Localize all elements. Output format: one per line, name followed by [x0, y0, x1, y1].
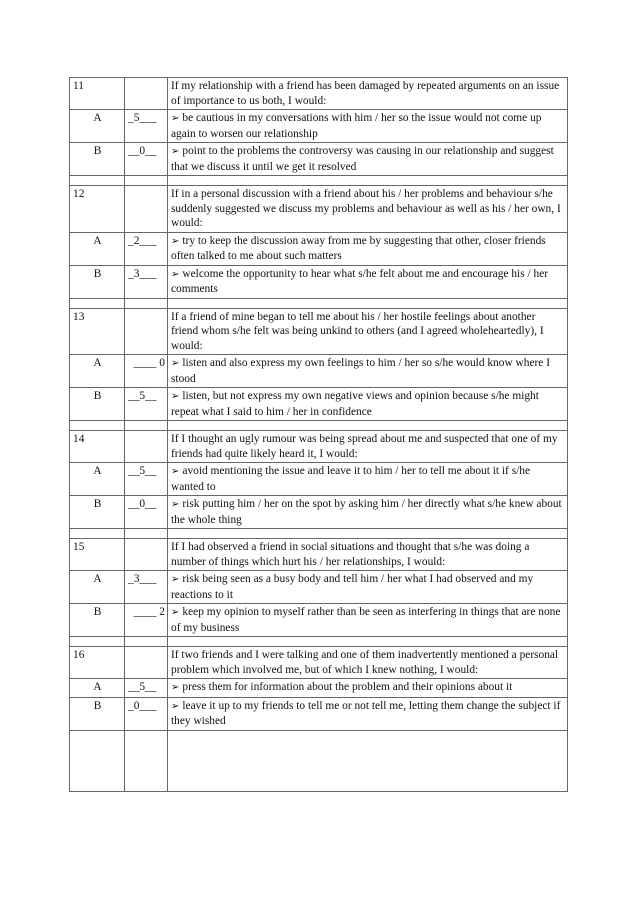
arrowhead-bullet-icon: ➢: [171, 391, 180, 402]
score-field[interactable]: ____ 2: [125, 604, 168, 637]
option-text: point to the problems the controversy was causing in our relationship and suggest that we discuss it until we get it resolved: [171, 145, 554, 173]
empty-cell: [125, 539, 168, 571]
option-text-cell: [168, 355, 568, 388]
option-text-cell: [168, 571, 568, 604]
option-row-b: [70, 143, 568, 176]
option-label: A: [70, 463, 125, 496]
option-label: B: [70, 697, 125, 730]
question-prompt: If I thought an ugly rumour was being spread about me and suspected that one of my friends had quite likely heard it, I would:: [168, 431, 568, 463]
empty-cell: [125, 78, 168, 110]
option-row-b: [70, 265, 568, 298]
option-label: A: [70, 355, 125, 388]
question-number: 11: [70, 78, 125, 110]
option-row-b: [70, 388, 568, 421]
option-label: B: [70, 496, 125, 529]
option-text: be cautious in my conversations with him / her so the issue would not come up again to worsen our relationship: [171, 112, 542, 140]
empty-cell: [125, 647, 168, 679]
score-field[interactable]: __5__: [125, 679, 168, 698]
arrowhead-bullet-icon: ➢: [171, 574, 180, 585]
empty-cell: [125, 186, 168, 233]
question-prompt: If I had observed a friend in social situations and thought that s/he was doing a number of things which hurt his / her relationships, I would:: [168, 539, 568, 571]
arrowhead-bullet-icon: ➢: [171, 146, 180, 157]
option-label: B: [70, 143, 125, 176]
option-text: keep my opinion to myself rather than be seen as interfering in things that are none of my business: [171, 606, 561, 634]
option-text: welcome the opportunity to hear what s/he felt about me and encourage his / her comments: [171, 267, 549, 295]
score-field[interactable]: _2___: [125, 232, 168, 265]
option-label: B: [70, 604, 125, 637]
empty-cell: [125, 308, 168, 355]
option-text-cell: [168, 463, 568, 496]
option-text: risk being seen as a busy body and tell him / her what I had observed and my reactions to it: [171, 573, 534, 601]
option-label: A: [70, 110, 125, 143]
arrowhead-bullet-icon: ➢: [171, 499, 180, 510]
questionnaire-body: [70, 78, 568, 792]
score-field[interactable]: ____ 0: [125, 355, 168, 388]
option-row-a: [70, 355, 568, 388]
arrowhead-bullet-icon: ➢: [171, 700, 180, 712]
arrowhead-bullet-icon: ➢: [171, 466, 180, 477]
question-row: [70, 647, 568, 679]
option-text: listen and also express my own feelings to him / her so s/he would know where I stood: [171, 357, 550, 385]
option-row-b: [70, 697, 568, 730]
option-label: A: [70, 571, 125, 604]
score-field[interactable]: _0___: [125, 697, 168, 730]
blank-row: [70, 730, 568, 791]
option-row-a: [70, 679, 568, 698]
score-field[interactable]: __5__: [125, 388, 168, 421]
option-row-a: [70, 232, 568, 265]
spacer-row: [70, 637, 568, 647]
option-text: try to keep the discussion away from me by suggesting that other, closer friends often talked to me about such matters: [171, 234, 546, 262]
option-text-cell: [168, 697, 568, 730]
arrowhead-bullet-icon: ➢: [171, 607, 180, 618]
option-row-a: [70, 110, 568, 143]
option-row-b: [70, 604, 568, 637]
questionnaire-table: [69, 77, 568, 792]
score-field[interactable]: __0__: [125, 496, 168, 529]
question-row: [70, 186, 568, 233]
option-text-cell: [168, 143, 568, 176]
option-text: leave it up to my friends to tell me or not tell me, letting them change the subject if they wished: [171, 699, 561, 727]
score-field[interactable]: _5___: [125, 110, 168, 143]
score-field[interactable]: __5__: [125, 463, 168, 496]
option-text: risk putting him / her on the spot by asking him / her directly what s/he knew about the whole thing: [171, 498, 562, 526]
option-text-cell: [168, 265, 568, 298]
option-row-a: [70, 463, 568, 496]
question-number: 16: [70, 647, 125, 679]
question-row: [70, 431, 568, 463]
question-number: 14: [70, 431, 125, 463]
arrowhead-bullet-icon: ➢: [171, 113, 180, 124]
arrowhead-bullet-icon: ➢: [171, 235, 180, 247]
question-number: 13: [70, 308, 125, 355]
option-text: listen, but not express my own negative views and opinion because s/he might repeat what I said to him / her in confidence: [171, 390, 539, 418]
score-field[interactable]: __0__: [125, 143, 168, 176]
question-prompt: If two friends and I were talking and one of them inadvertently mentioned a personal problem which involved me, but of which I knew nothing, I would:: [168, 647, 568, 679]
option-label: B: [70, 388, 125, 421]
arrowhead-bullet-icon: ➢: [171, 682, 180, 693]
question-row: [70, 308, 568, 355]
spacer-row: [70, 529, 568, 539]
option-label: A: [70, 232, 125, 265]
question-prompt: If a friend of mine began to tell me about his / her hostile feelings about another friend whom s/he felt was being unkind to others (and I agreed wholeheartedly), I would:: [168, 308, 568, 355]
spacer-row: [70, 298, 568, 308]
arrowhead-bullet-icon: ➢: [171, 358, 180, 369]
spacer-row: [70, 421, 568, 431]
option-text-cell: [168, 232, 568, 265]
question-row: [70, 78, 568, 110]
option-row-b: [70, 496, 568, 529]
question-number: 12: [70, 186, 125, 233]
option-text-cell: [168, 604, 568, 637]
option-text-cell: [168, 496, 568, 529]
option-text-cell: [168, 110, 568, 143]
option-label: A: [70, 679, 125, 698]
score-field[interactable]: _3___: [125, 571, 168, 604]
empty-cell: [125, 431, 168, 463]
question-number: 15: [70, 539, 125, 571]
question-row: [70, 539, 568, 571]
option-text-cell: [168, 679, 568, 698]
option-row-a: [70, 571, 568, 604]
option-text-cell: [168, 388, 568, 421]
spacer-row: [70, 176, 568, 186]
option-label: B: [70, 265, 125, 298]
option-text: avoid mentioning the issue and leave it to him / her to tell me about it if s/he wanted to: [171, 465, 531, 493]
score-field[interactable]: _3___: [125, 265, 168, 298]
question-prompt: If my relationship with a friend has been damaged by repeated arguments on an issue of importance to us both, I would:: [168, 78, 568, 110]
question-prompt: If in a personal discussion with a friend about his / her problems and behaviour s/he suddenly suggested we discuss my problems and behaviour as well as his / her own, I would:: [168, 186, 568, 233]
option-text: press them for information about the problem and their opinions about it: [182, 681, 513, 693]
arrowhead-bullet-icon: ➢: [171, 268, 180, 280]
